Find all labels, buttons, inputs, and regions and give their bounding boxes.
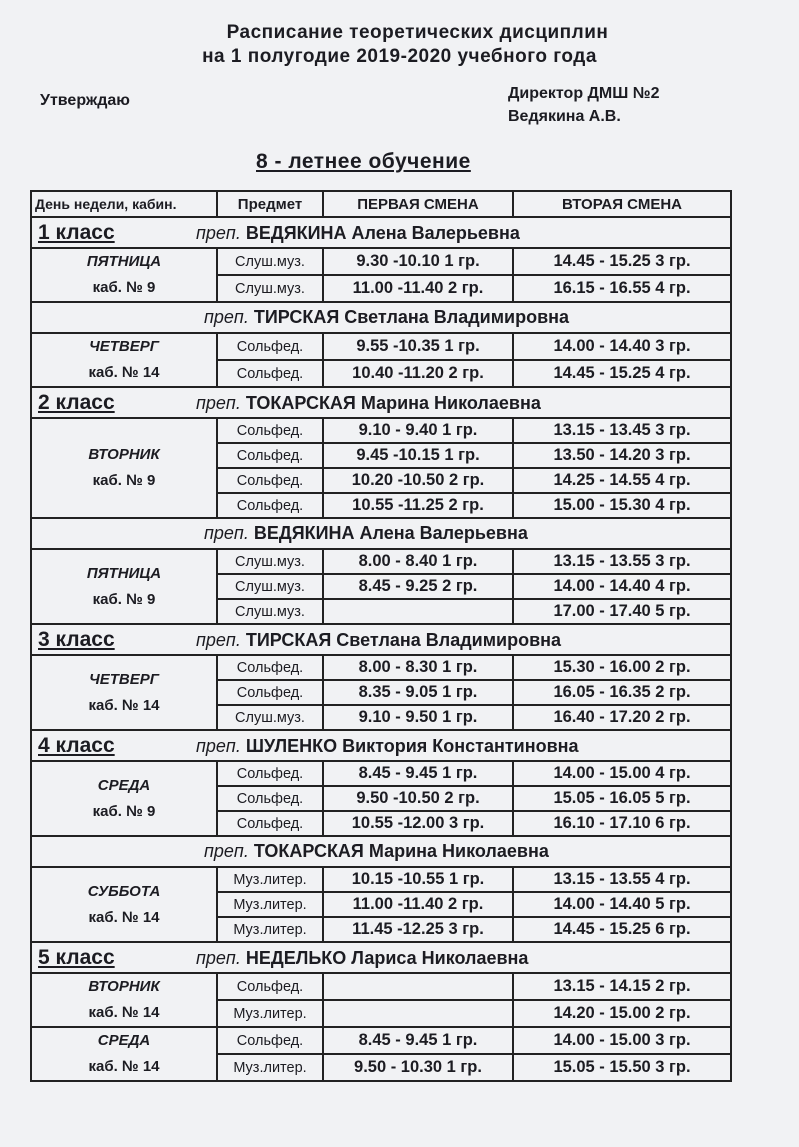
first-shift-cell: 8.45 - 9.45 1 гр. (323, 761, 513, 786)
teacher-name: НЕДЕЛЬКО Лариса Николаевна (245, 947, 529, 968)
second-shift-cell: 15.30 - 16.00 2 гр. (513, 655, 731, 680)
second-shift-cell: 14.45 - 15.25 3 гр. (513, 248, 731, 275)
schedule-body (31, 217, 731, 1081)
subject-cell: Муз.литер. (217, 892, 323, 917)
second-shift-cell: 16.10 - 17.10 6 гр. (513, 811, 731, 836)
header-second-shift: ВТОРАЯ СМЕНА (513, 191, 731, 217)
first-shift-cell: 10.15 -10.55 1 гр. (323, 867, 513, 892)
first-shift-cell: 11.00 -11.40 2 гр. (323, 892, 513, 917)
class-header-cell (31, 730, 731, 761)
table-row (31, 973, 731, 1000)
room-number: каб. № 9 (92, 472, 156, 489)
table-row (31, 333, 731, 360)
document-title-line2: на 1 полугодие 2019-2020 учебного года (202, 46, 597, 67)
class-header-cell (31, 624, 731, 655)
class-header-row (31, 217, 731, 248)
class-label: 2 класс (38, 390, 115, 414)
first-shift-cell: 9.10 - 9.40 1 гр. (323, 418, 513, 443)
table-header-row (31, 191, 731, 217)
subject-cell: Сольфед. (217, 360, 323, 387)
subject-cell: Слуш.муз. (217, 599, 323, 624)
teacher-name: ТИРСКАЯ Светлана Владимировна (245, 629, 562, 650)
class-header-row (31, 836, 731, 867)
day-cell (31, 549, 217, 624)
day-name: ПЯТНИЦА (86, 253, 162, 270)
class-label: 5 класс (38, 945, 115, 969)
prep-label: преп. (204, 307, 249, 327)
subject-cell: Слуш.муз. (217, 549, 323, 574)
class-header-row (31, 387, 731, 418)
second-shift-cell: 14.00 - 15.00 4 гр. (513, 761, 731, 786)
second-shift-cell: 14.00 - 14.40 4 гр. (513, 574, 731, 599)
second-shift-cell: 13.15 - 14.15 2 гр. (513, 973, 731, 1000)
day-name: ВТОРНИК (88, 978, 160, 995)
class-header-cell (31, 217, 731, 248)
subject-cell: Сольфед. (217, 811, 323, 836)
first-shift-cell: 9.55 -10.35 1 гр. (323, 333, 513, 360)
day-cell (31, 418, 217, 518)
room-number: каб. № 9 (92, 279, 156, 296)
table-row (31, 248, 731, 275)
first-shift-cell: 8.45 - 9.45 1 гр. (323, 1027, 513, 1054)
teacher-name: ТОКАРСКАЯ Марина Николаевна (245, 392, 541, 413)
subject-cell: Сольфед. (217, 333, 323, 360)
document-title-line1: Расписание теоретических дисциплин (226, 22, 609, 43)
second-shift-cell: 13.15 - 13.45 3 гр. (513, 418, 731, 443)
class-header-cell (31, 518, 731, 549)
class-header-cell (31, 302, 731, 333)
day-name: ЧЕТВЕРГ (89, 670, 159, 688)
subject-cell: Сольфед. (217, 443, 323, 468)
teacher-name: ВЕДЯКИНА Алена Валерьевна (253, 523, 528, 543)
class-header-cell (31, 836, 731, 867)
room-number: каб. № 14 (88, 1058, 160, 1075)
first-shift-cell: 10.55 -12.00 3 гр. (323, 811, 513, 836)
teacher-name: ТИРСКАЯ Светлана Владимировна (253, 307, 570, 327)
subject-cell: Сольфед. (217, 973, 323, 1000)
first-shift-cell (323, 599, 513, 624)
second-shift-cell: 14.00 - 14.40 5 гр. (513, 892, 731, 917)
class-header-row (31, 302, 731, 333)
prep-label: преп. (204, 841, 249, 861)
schedule-table (30, 190, 732, 1082)
table-row (31, 1027, 731, 1054)
first-shift-cell: 10.20 -10.50 2 гр. (323, 468, 513, 493)
first-shift-cell: 8.35 - 9.05 1 гр. (323, 680, 513, 705)
class-header-row (31, 518, 731, 549)
subject-cell: Сольфед. (217, 786, 323, 811)
room-number: каб. № 14 (88, 364, 160, 381)
second-shift-cell: 15.00 - 15.30 4 гр. (513, 493, 731, 518)
day-cell (31, 333, 217, 387)
second-shift-cell: 14.25 - 14.55 4 гр. (513, 468, 731, 493)
first-shift-cell: 10.40 -11.20 2 гр. (323, 360, 513, 387)
header-subject: Предмет (217, 191, 323, 217)
table-row (31, 867, 731, 892)
program-subtitle: 8 - летнее обучение (256, 150, 471, 173)
second-shift-cell: 14.20 - 15.00 2 гр. (513, 1000, 731, 1027)
room-number: каб. № 14 (88, 1004, 160, 1021)
prep-label: преп. (196, 947, 241, 968)
second-shift-cell: 15.05 - 15.50 3 гр. (513, 1054, 731, 1081)
header-first-shift: ПЕРВАЯ СМЕНА (323, 191, 513, 217)
prep-label: преп. (196, 629, 241, 650)
room-number: каб. № 9 (92, 802, 156, 820)
day-cell (31, 761, 217, 836)
subject-cell: Сольфед. (217, 418, 323, 443)
day-name: ПЯТНИЦА (86, 564, 162, 582)
subject-cell: Сольфед. (217, 468, 323, 493)
subject-cell: Слуш.муз. (217, 705, 323, 730)
approval-label: Утверждаю (40, 92, 130, 109)
subject-cell: Сольфед. (217, 680, 323, 705)
second-shift-cell: 16.40 - 17.20 2 гр. (513, 705, 731, 730)
class-header-cell (31, 387, 731, 418)
subject-cell: Сольфед. (217, 1027, 323, 1054)
teacher-name: ВЕДЯКИНА Алена Валерьевна (245, 222, 520, 243)
day-name: ЧЕТВЕРГ (89, 338, 159, 355)
second-shift-cell: 16.15 - 16.55 4 гр. (513, 275, 731, 302)
table-row (31, 549, 731, 574)
second-shift-cell: 17.00 - 17.40 5 гр. (513, 599, 731, 624)
header-day: День недели, кабин. (31, 191, 217, 217)
director-signature (508, 82, 660, 128)
subject-cell: Муз.литер. (217, 917, 323, 942)
room-number: каб. № 9 (92, 590, 156, 608)
subject-cell: Слуш.муз. (217, 574, 323, 599)
subject-cell: Муз.литер. (217, 867, 323, 892)
room-number: каб. № 14 (88, 696, 160, 714)
first-shift-cell (323, 973, 513, 1000)
day-name: СРЕДА (97, 1032, 151, 1049)
class-header-row (31, 730, 731, 761)
second-shift-cell: 14.45 - 15.25 4 гр. (513, 360, 731, 387)
class-label: 3 класс (38, 627, 115, 651)
subject-cell: Муз.литер. (217, 1054, 323, 1081)
class-label: 4 класс (38, 733, 115, 757)
first-shift-cell: 9.45 -10.15 1 гр. (323, 443, 513, 468)
class-label: 1 класс (38, 220, 115, 244)
day-cell (31, 973, 217, 1027)
table-row (31, 655, 731, 680)
prep-label: преп. (196, 735, 241, 756)
subject-cell: Сольфед. (217, 493, 323, 518)
first-shift-cell: 11.45 -12.25 3 гр. (323, 917, 513, 942)
director-title: Директор ДМШ №2 (508, 85, 660, 102)
first-shift-cell (323, 1000, 513, 1027)
second-shift-cell: 14.45 - 15.25 6 гр. (513, 917, 731, 942)
first-shift-cell: 8.00 - 8.30 1 гр. (323, 655, 513, 680)
first-shift-cell: 10.55 -11.25 2 гр. (323, 493, 513, 518)
table-row (31, 761, 731, 786)
day-cell (31, 248, 217, 302)
schedule-table-wrapper (30, 190, 730, 1082)
teacher-name: ТОКАРСКАЯ Марина Николаевна (253, 841, 549, 861)
teacher-name: ШУЛЕНКО Виктория Константиновна (245, 735, 579, 756)
first-shift-cell: 9.30 -10.10 1 гр. (323, 248, 513, 275)
second-shift-cell: 13.50 - 14.20 3 гр. (513, 443, 731, 468)
subject-cell: Слуш.муз. (217, 248, 323, 275)
day-cell (31, 867, 217, 942)
day-name: СРЕДА (97, 776, 151, 794)
class-header-cell (31, 942, 731, 973)
class-header-row (31, 942, 731, 973)
first-shift-cell: 8.45 - 9.25 2 гр. (323, 574, 513, 599)
room-number: каб. № 14 (88, 908, 160, 926)
first-shift-cell: 9.50 -10.50 2 гр. (323, 786, 513, 811)
subject-cell: Слуш.муз. (217, 275, 323, 302)
subject-cell: Сольфед. (217, 761, 323, 786)
second-shift-cell: 14.00 - 15.00 3 гр. (513, 1027, 731, 1054)
second-shift-cell: 13.15 - 13.55 4 гр. (513, 867, 731, 892)
first-shift-cell: 8.00 - 8.40 1 гр. (323, 549, 513, 574)
class-header-row (31, 624, 731, 655)
day-cell (31, 1027, 217, 1081)
subject-cell: Муз.литер. (217, 1000, 323, 1027)
day-cell (31, 655, 217, 730)
director-name: Ведякина А.В. (508, 108, 621, 125)
day-name: ВТОРНИК (88, 446, 160, 463)
second-shift-cell: 14.00 - 14.40 3 гр. (513, 333, 731, 360)
second-shift-cell: 15.05 - 16.05 5 гр. (513, 786, 731, 811)
day-name: СУББОТА (87, 882, 161, 900)
prep-label: преп. (204, 523, 249, 543)
subject-cell: Сольфед. (217, 655, 323, 680)
first-shift-cell: 9.10 - 9.50 1 гр. (323, 705, 513, 730)
first-shift-cell: 11.00 -11.40 2 гр. (323, 275, 513, 302)
prep-label: преп. (196, 222, 241, 243)
first-shift-cell: 9.50 - 10.30 1 гр. (323, 1054, 513, 1081)
second-shift-cell: 13.15 - 13.55 3 гр. (513, 549, 731, 574)
prep-label: преп. (196, 392, 241, 413)
second-shift-cell: 16.05 - 16.35 2 гр. (513, 680, 731, 705)
table-row (31, 418, 731, 443)
